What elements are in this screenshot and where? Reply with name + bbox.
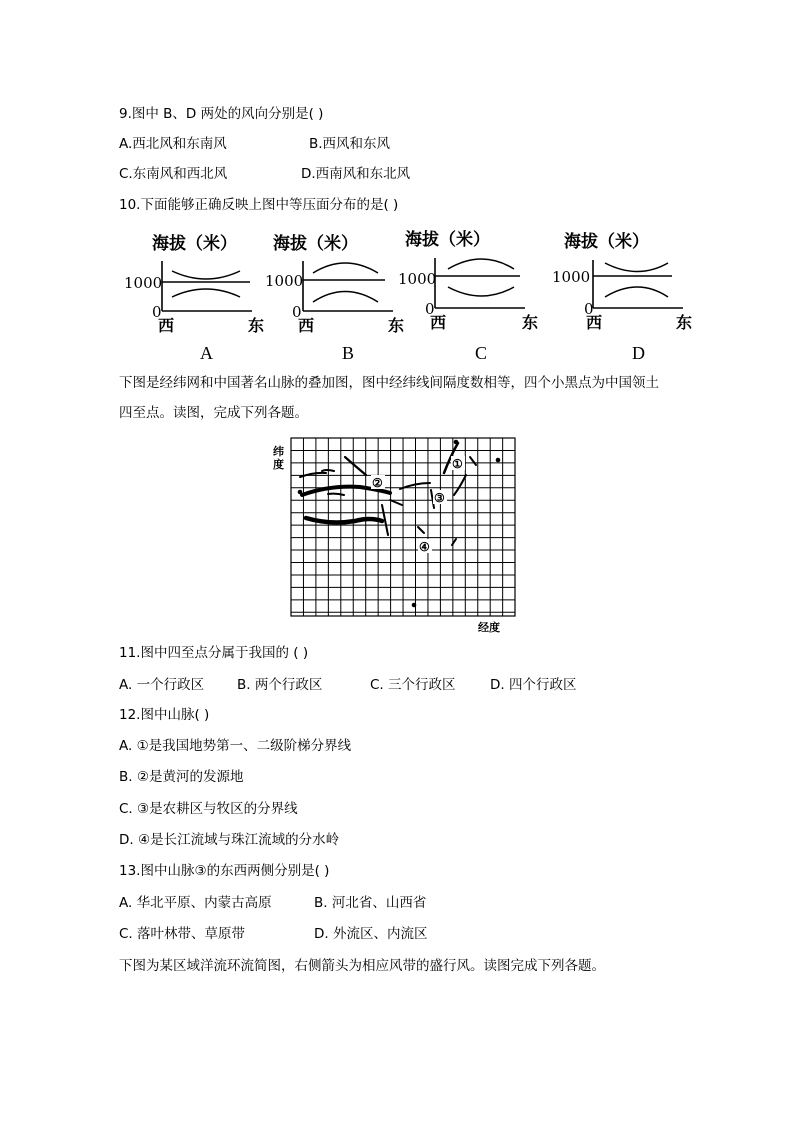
q11-option-c: C. 三个行政区 [370,677,456,693]
q9-option-d: D.西南风和东北风 [301,166,411,182]
map-grid [291,438,515,616]
graph-b-label: B [342,343,355,363]
graph-b-isobar-upper [313,263,378,273]
graph-a-isobar-lower [172,289,240,297]
graph-d-ytick: 1000 [552,268,591,286]
graph-a-east: 东 [248,316,265,335]
graticule-mountain-map [270,435,530,635]
graph-d-west: 西 [586,313,603,332]
graph-d-isobar-lower [605,287,668,297]
west-point-dot [298,490,303,495]
lat-label-1: 纬 [273,445,284,458]
marker-3: ③ [434,491,445,505]
graph-a-ytick: 1000 [124,274,163,292]
graph-b-ytick: 1000 [265,272,304,290]
east-point-dot [496,458,501,463]
marker-4: ④ [419,540,430,554]
graph-d-title: 海拔（米） [564,232,649,252]
q11-option-d: D. 四个行政区 [490,677,577,693]
mountain-wuyi [418,527,424,533]
mountain-altay [345,457,366,475]
graph-c-ytick: 1000 [398,270,437,288]
graph-d [552,231,692,363]
intro1-line1: 下图是经纬网和中国著名山脉的叠加图，图中经纬线间隔度数相等，四个小黑点为中国领土 [119,375,659,391]
graph-d-isobar-upper [605,263,668,272]
lon-label: 经度 [478,621,500,634]
marker-2: ② [372,476,383,490]
q9-option-c: C.东南风和西北风 [119,166,228,182]
graph-b [265,233,404,363]
graph-b-origin: 0 [292,303,302,321]
q13-stem: 13.图中山脉③的东西两侧分别是( ) [119,863,330,879]
graph-d-label: D [632,343,645,363]
mountain-kunlun-south [306,518,382,522]
q12-option-c: C. ③是农耕区与牧区的分界线 [119,801,298,817]
marker-1: ① [452,457,463,471]
q12-stem: 12.图中山脉( ) [119,707,210,723]
mountain-qilian [328,494,344,495]
graph-b-east: 东 [388,316,405,335]
intro2-text: 下图为某区域洋流环流简图，右侧箭头为相应风带的盛行风。读图完成下列各题。 [119,958,605,974]
mountain-xiaoxinganling [470,457,476,465]
graph-c-origin: 0 [425,300,435,318]
isobaric-graphs [110,225,700,365]
q9-option-b: B.西风和东风 [309,136,391,152]
mountain-tianshan-mid [322,470,334,471]
north-point-dot [454,440,459,445]
q11-option-a: A. 一个行政区 [119,677,205,693]
south-point-dot [412,603,417,608]
q12-option-a: A. ①是我国地势第一、二级阶梯分界线 [119,738,352,754]
graph-a-west: 西 [158,316,175,335]
q12-option-d: D. ④是长江流域与珠江流域的分水岭 [119,832,340,848]
graph-c-isobar-upper [448,259,514,269]
graph-c-west: 西 [430,313,447,332]
q11-stem: 11.图中四至点分属于我国的 ( ) [119,645,309,661]
graph-c-east: 东 [522,313,539,332]
graph-a [124,233,264,363]
q9-option-a: A.西北风和东南风 [119,136,227,152]
q9-stem: 9.图中 B、D 两处的风向分别是( ) [119,106,324,122]
q13-option-b: B. 河北省、山西省 [314,895,427,911]
mountain-changbai [454,475,466,495]
graph-d-east: 东 [676,313,693,332]
graph-c-label: C [475,343,488,363]
q13-option-d: D. 外流区、内流区 [314,926,428,942]
graph-b-west: 西 [298,316,315,335]
graph-c-isobar-lower [448,287,514,296]
graph-a-label: A [200,343,213,363]
q12-option-b: B. ②是黄河的发源地 [119,769,244,785]
graph-a-origin: 0 [152,303,162,321]
q13-option-c: C. 落叶林带、草原带 [119,926,246,942]
graph-c-title: 海拔（米） [405,230,490,250]
q10-stem: 10.下面能够正确反映上图中等压面分布的是( ) [119,197,399,213]
intro1-line2: 四至点。读图，完成下列各题。 [119,405,308,421]
q11-option-b: B. 两个行政区 [237,677,323,693]
graph-a-isobar-upper [172,271,240,279]
lat-label-2: 度 [273,458,284,471]
q13-option-a: A. 华北平原、内蒙古高原 [119,895,272,911]
graph-c [398,229,538,363]
graph-b-title: 海拔（米） [273,234,358,254]
graph-d-origin: 0 [584,300,594,318]
graph-b-isobar-lower [313,292,378,303]
graph-a-title: 海拔（米） [152,234,237,254]
